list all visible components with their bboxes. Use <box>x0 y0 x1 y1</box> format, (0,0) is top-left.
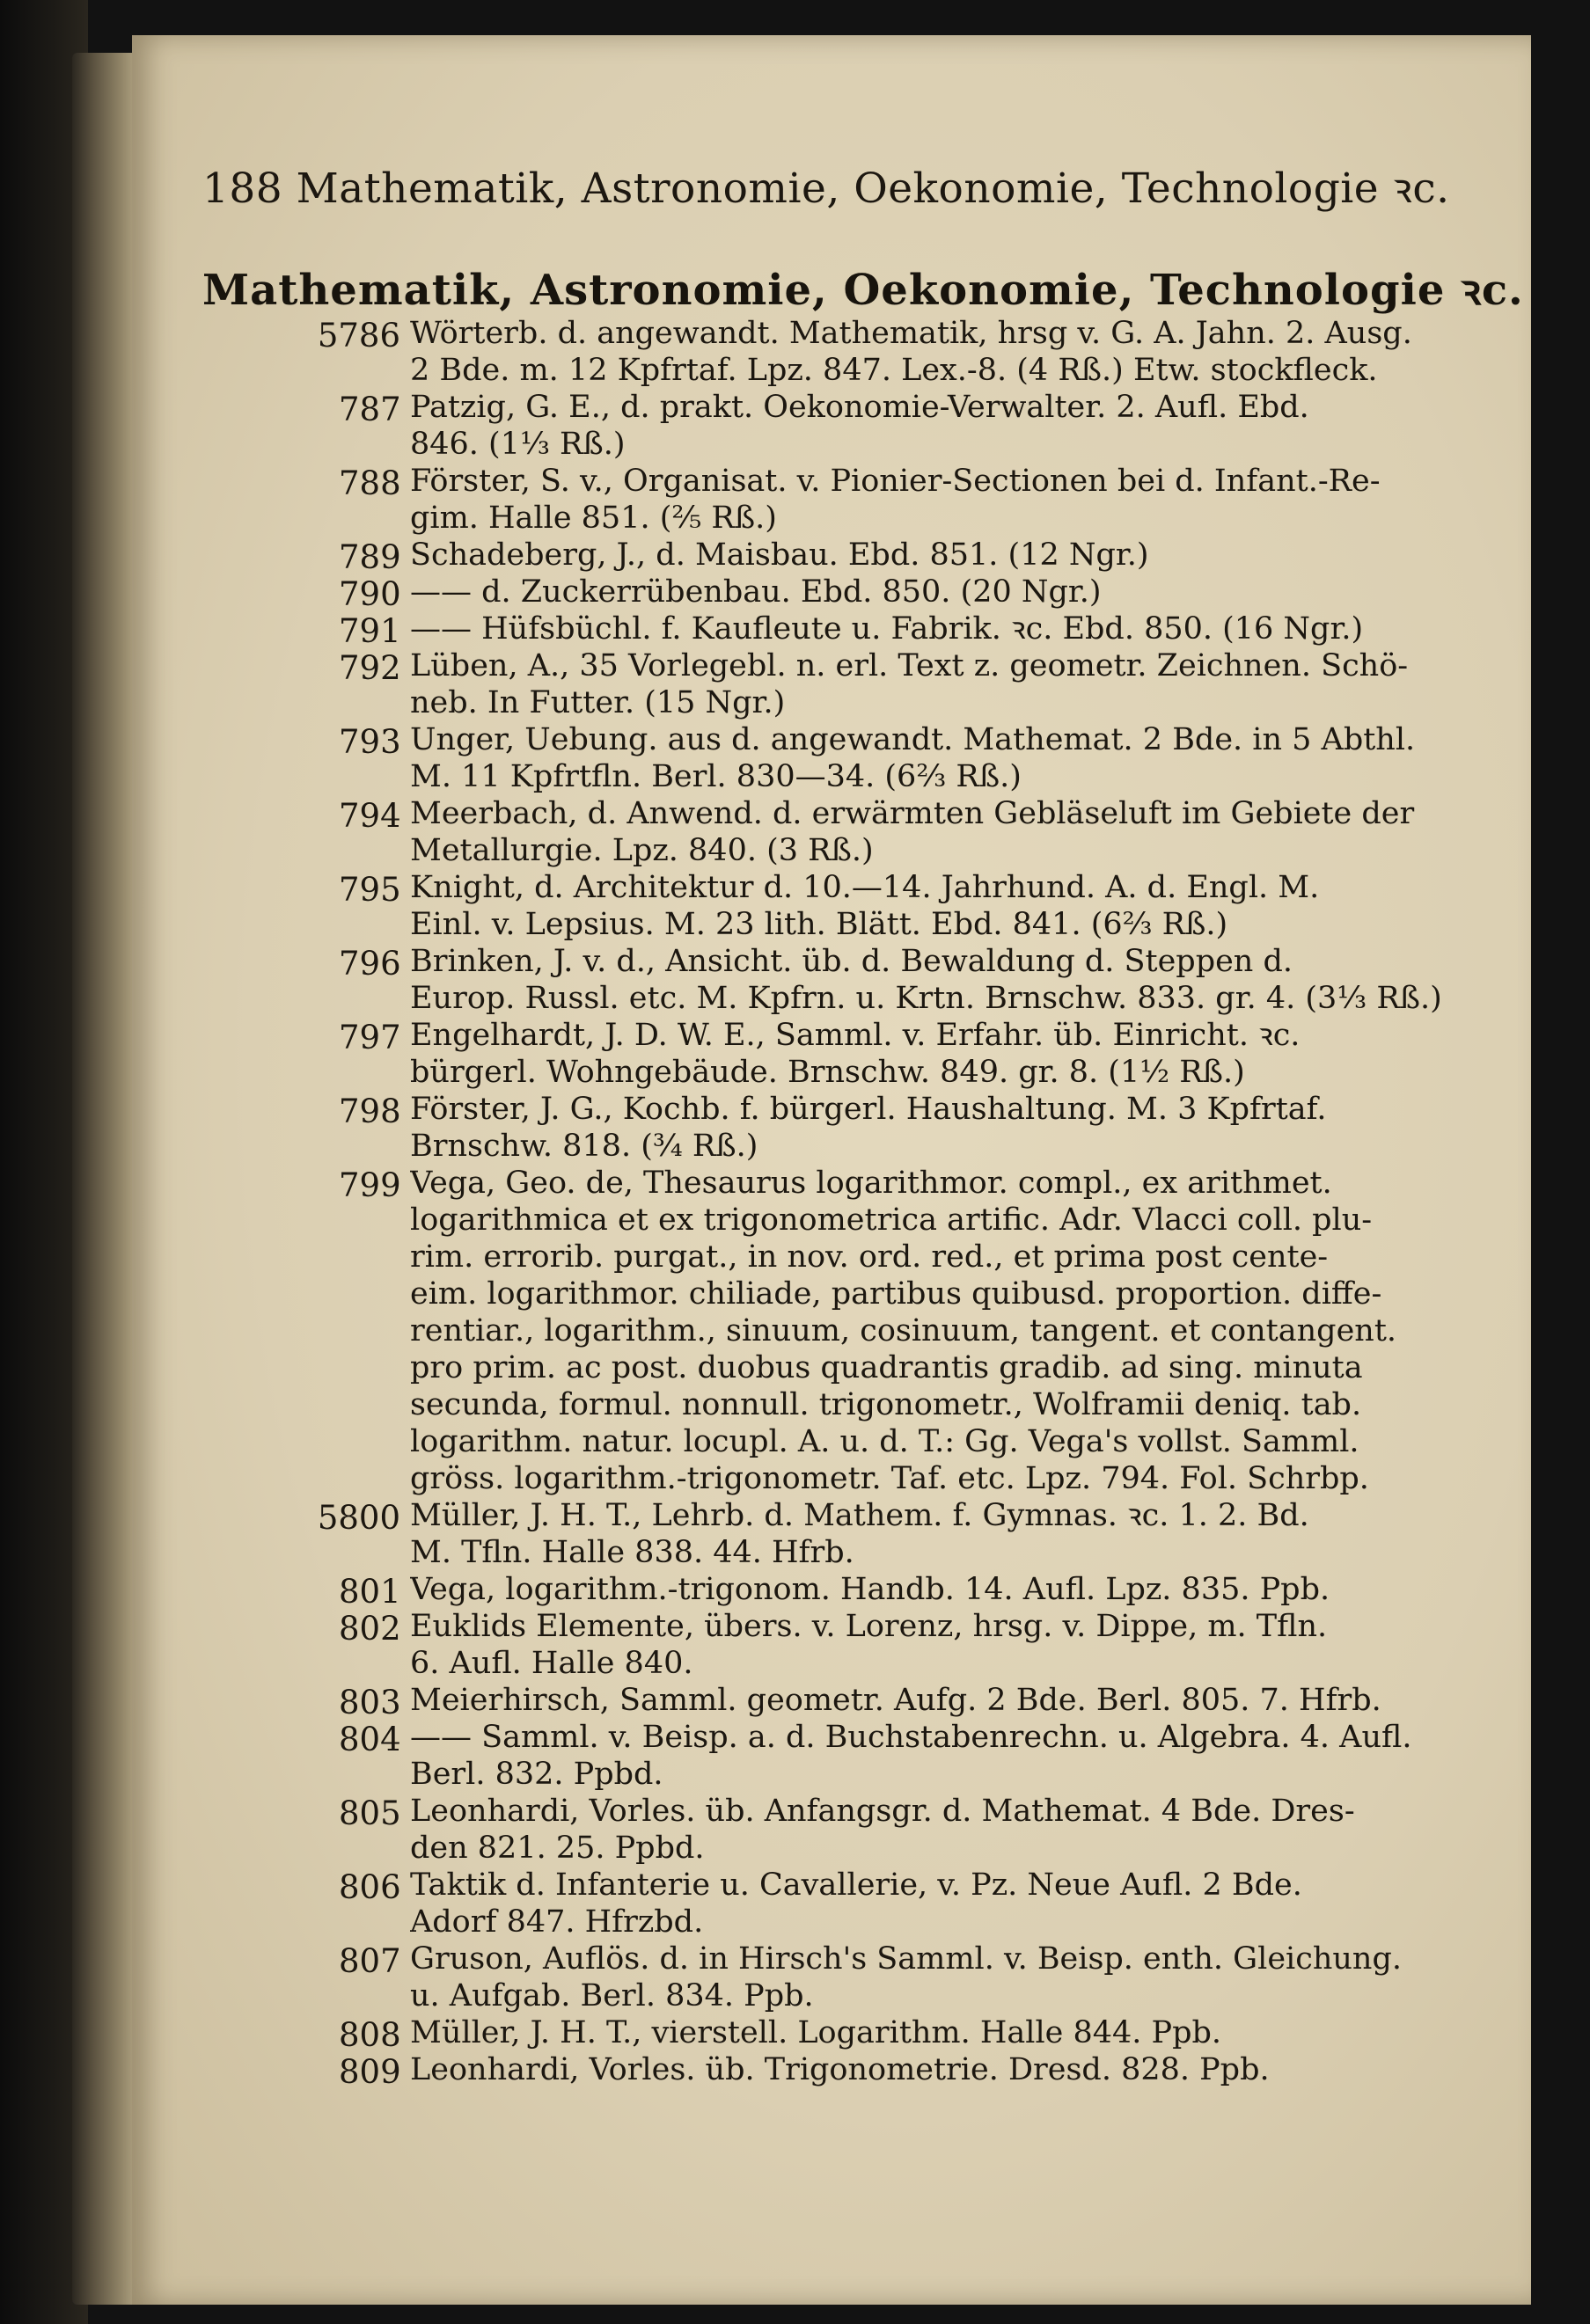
entry-text-line: Müller, J. H. T., vierstell. Logarithm. Halle 844. Ppb. <box>410 2015 1222 2050</box>
entry-number: 796 <box>339 945 401 983</box>
entry-text-line: Unger, Uebung. aus d. angewandt. Mathemat. 2 Bde. in 5 Abthl. <box>410 722 1416 757</box>
entry-number: 793 <box>339 723 401 761</box>
entry-number: 5786 <box>317 317 400 354</box>
entry-text-line: Brinken, J. v. d., Ansicht. üb. d. Bewaldung d. Steppen d. <box>410 944 1293 979</box>
entry-number: 791 <box>339 612 401 650</box>
entry-number: 802 <box>339 1610 401 1648</box>
entry-text-line: Knight, d. Architektur d. 10.—14. Jahrhund. A. d. Engl. M. <box>410 870 1320 905</box>
entry-text-line: Wörterb. d. angewandt. Mathematik, hrsg v. G. A. Jahn. 2. Ausg. <box>410 316 1412 351</box>
entry-text-line: Brnschw. 818. (¾ Rß.) <box>410 1129 758 1164</box>
entry-number: 799 <box>339 1166 401 1204</box>
entry-text-line: secunda, formul. nonnull. trigonometr., Wolframii deniq. tab. <box>410 1387 1362 1422</box>
entry-text-line: Leonhardi, Vorles. üb. Anfangsgr. d. Mathemat. 4 Bde. Dres- <box>410 1794 1355 1829</box>
entry-text-line: eim. logarithmor. chiliade, partibus quibusd. proportion. diffe- <box>410 1276 1382 1312</box>
entry-number: 807 <box>339 1942 401 1980</box>
entry-text-line: Euklids Elemente, übers. v. Lorenz, hrsg. v. Dippe, m. Tfln. <box>410 1609 1328 1644</box>
entry-text-line: Taktik d. Infanterie u. Cavallerie, v. Pz. Neue Aufl. 2 Bde. <box>410 1867 1302 1903</box>
entry-text-line: bürgerl. Wohngebäude. Brnschw. 849. gr. 8. (1½ Rß.) <box>410 1055 1245 1090</box>
entry-text-line: rentiar., logarithm., sinuum, cosinuum, tangent. et contangent. <box>410 1313 1397 1348</box>
entry-text-line: logarithmica et ex trigonometrica artific. Adr. Vlacci coll. plu- <box>410 1202 1373 1238</box>
entry-number: 797 <box>339 1019 401 1056</box>
entry-number: 788 <box>339 464 401 502</box>
entry-number: 803 <box>339 1684 401 1721</box>
entry-text-line: Förster, J. G., Kochb. f. bürgerl. Haushaltung. M. 3 Kpfrtaf. <box>410 1092 1327 1127</box>
entry-text-line: rim. errorib. purgat., in nov. ord. red., et prima post cente- <box>410 1239 1329 1275</box>
entry-text-line: Lüben, A., 35 Vorlegebl. n. erl. Text z. geometr. Zeichnen. Schö- <box>410 648 1409 683</box>
entry-number: 789 <box>339 538 401 576</box>
entry-text-line: Einl. v. Lepsius. M. 23 lith. Blätt. Ebd. 841. (6⅔ Rß.) <box>410 907 1228 942</box>
entry-number: 808 <box>339 2016 401 2054</box>
entry-text-line: Metallurgie. Lpz. 840. (3 Rß.) <box>410 833 874 868</box>
entry-text-line: Schadeberg, J., d. Maisbau. Ebd. 851. (12 Ngr.) <box>410 537 1149 573</box>
entry-text-line: —— Samml. v. Beisp. a. d. Buchstabenrechn. u. Algebra. 4. Aufl. <box>410 1720 1412 1755</box>
entry-text-line: —— d. Zuckerrübenbau. Ebd. 850. (20 Ngr.) <box>410 574 1102 610</box>
entry-text-line: Vega, logarithm.-trigonom. Handb. 14. Aufl. Lpz. 835. Ppb. <box>410 1572 1330 1607</box>
entry-text-line: Müller, J. H. T., Lehrb. d. Mathem. f. Gymnas. ꝛc. 1. 2. Bd. <box>410 1498 1309 1533</box>
entry-text-line: 6. Aufl. Halle 840. <box>410 1646 693 1681</box>
entry-text-line: pro prim. ac post. duobus quadrantis gradib. ad sing. minuta <box>410 1350 1363 1385</box>
entry-text-line: Gruson, Auflös. d. in Hirsch's Samml. v. Beisp. enth. Gleichung. <box>410 1941 1402 1977</box>
entry-number: 798 <box>339 1093 401 1130</box>
entry-text-line: 2 Bde. m. 12 Kpfrtaf. Lpz. 847. Lex.-8. (4 Rß.) Etw. stockfleck. <box>410 353 1378 388</box>
entry-number: 804 <box>339 1721 401 1758</box>
entry-number: 805 <box>339 1794 401 1832</box>
entry-text-line: gim. Halle 851. (⅖ Rß.) <box>410 501 777 536</box>
entry-number: 792 <box>339 649 401 687</box>
entry-text-line: M. Tfln. Halle 838. 44. Hfrb. <box>410 1535 854 1570</box>
entry-text-line: Leonhardi, Vorles. üb. Trigonometrie. Dresd. 828. Ppb. <box>410 2052 1270 2087</box>
entry-text-line: —— Hüfsbüchl. f. Kaufleute u. Fabrik. ꝛc. Ebd. 850. (16 Ngr.) <box>410 611 1364 647</box>
entry-text-line: gröss. logarithm.-trigonometr. Taf. etc. Lpz. 794. Fol. Schrbp. <box>410 1461 1369 1496</box>
entry-number: 801 <box>339 1573 401 1611</box>
entry-number: 794 <box>339 797 401 835</box>
entry-text-line: Patzig, G. E., d. prakt. Oekonomie-Verwalter. 2. Aufl. Ebd. <box>410 390 1309 425</box>
entry-text-line: den 821. 25. Ppbd. <box>410 1831 705 1866</box>
page-header: 188 Mathematik, Astronomie, Oekonomie, Technologie ꝛc. <box>202 164 1450 213</box>
entry-number: 787 <box>339 391 401 428</box>
entry-text-line: Vega, Geo. de, Thesaurus logarithmor. compl., ex arithmet. <box>410 1166 1332 1201</box>
section-title: Mathematik, Astronomie, Oekonomie, Technologie ꝛc. <box>202 266 1524 315</box>
entry-number: 809 <box>339 2053 401 2091</box>
entry-number: 790 <box>339 575 401 613</box>
entry-number: 795 <box>339 871 401 909</box>
entry-number: 5800 <box>317 1499 400 1537</box>
entry-text-line: Adorf 847. Hfrzbd. <box>410 1904 704 1940</box>
entry-text-line: Engelhardt, J. D. W. E., Samml. v. Erfahr. üb. Einricht. ꝛc. <box>410 1018 1301 1053</box>
entry-text-line: neb. In Futter. (15 Ngr.) <box>410 685 786 720</box>
entry-text-line: Förster, S. v., Organisat. v. Pionier-Sectionen bei d. Infant.-Re- <box>410 464 1381 499</box>
entry-text-line: logarithm. natur. locupl. A. u. d. T.: Gg. Vega's vollst. Samml. <box>410 1424 1359 1459</box>
entry-text-line: M. 11 Kpfrtfln. Berl. 830—34. (6⅔ Rß.) <box>410 759 1022 794</box>
entry-text-line: Meierhirsch, Samml. geometr. Aufg. 2 Bde. Berl. 805. 7. Hfrb. <box>410 1683 1381 1718</box>
entry-text-line: Meerbach, d. Anwend. d. erwärmten Gebläseluft im Gebiete der <box>410 796 1415 831</box>
entry-text-line: Berl. 832. Ppbd. <box>410 1757 663 1792</box>
entry-text-line: 846. (1⅓ Rß.) <box>410 427 626 462</box>
entry-text-line: u. Aufgab. Berl. 834. Ppb. <box>410 1978 814 2013</box>
entry-number: 806 <box>339 1868 401 1906</box>
book-spine <box>72 53 141 2305</box>
entry-text-line: Europ. Russl. etc. M. Kpfrn. u. Krtn. Brnschw. 833. gr. 4. (3⅓ Rß.) <box>410 981 1442 1016</box>
